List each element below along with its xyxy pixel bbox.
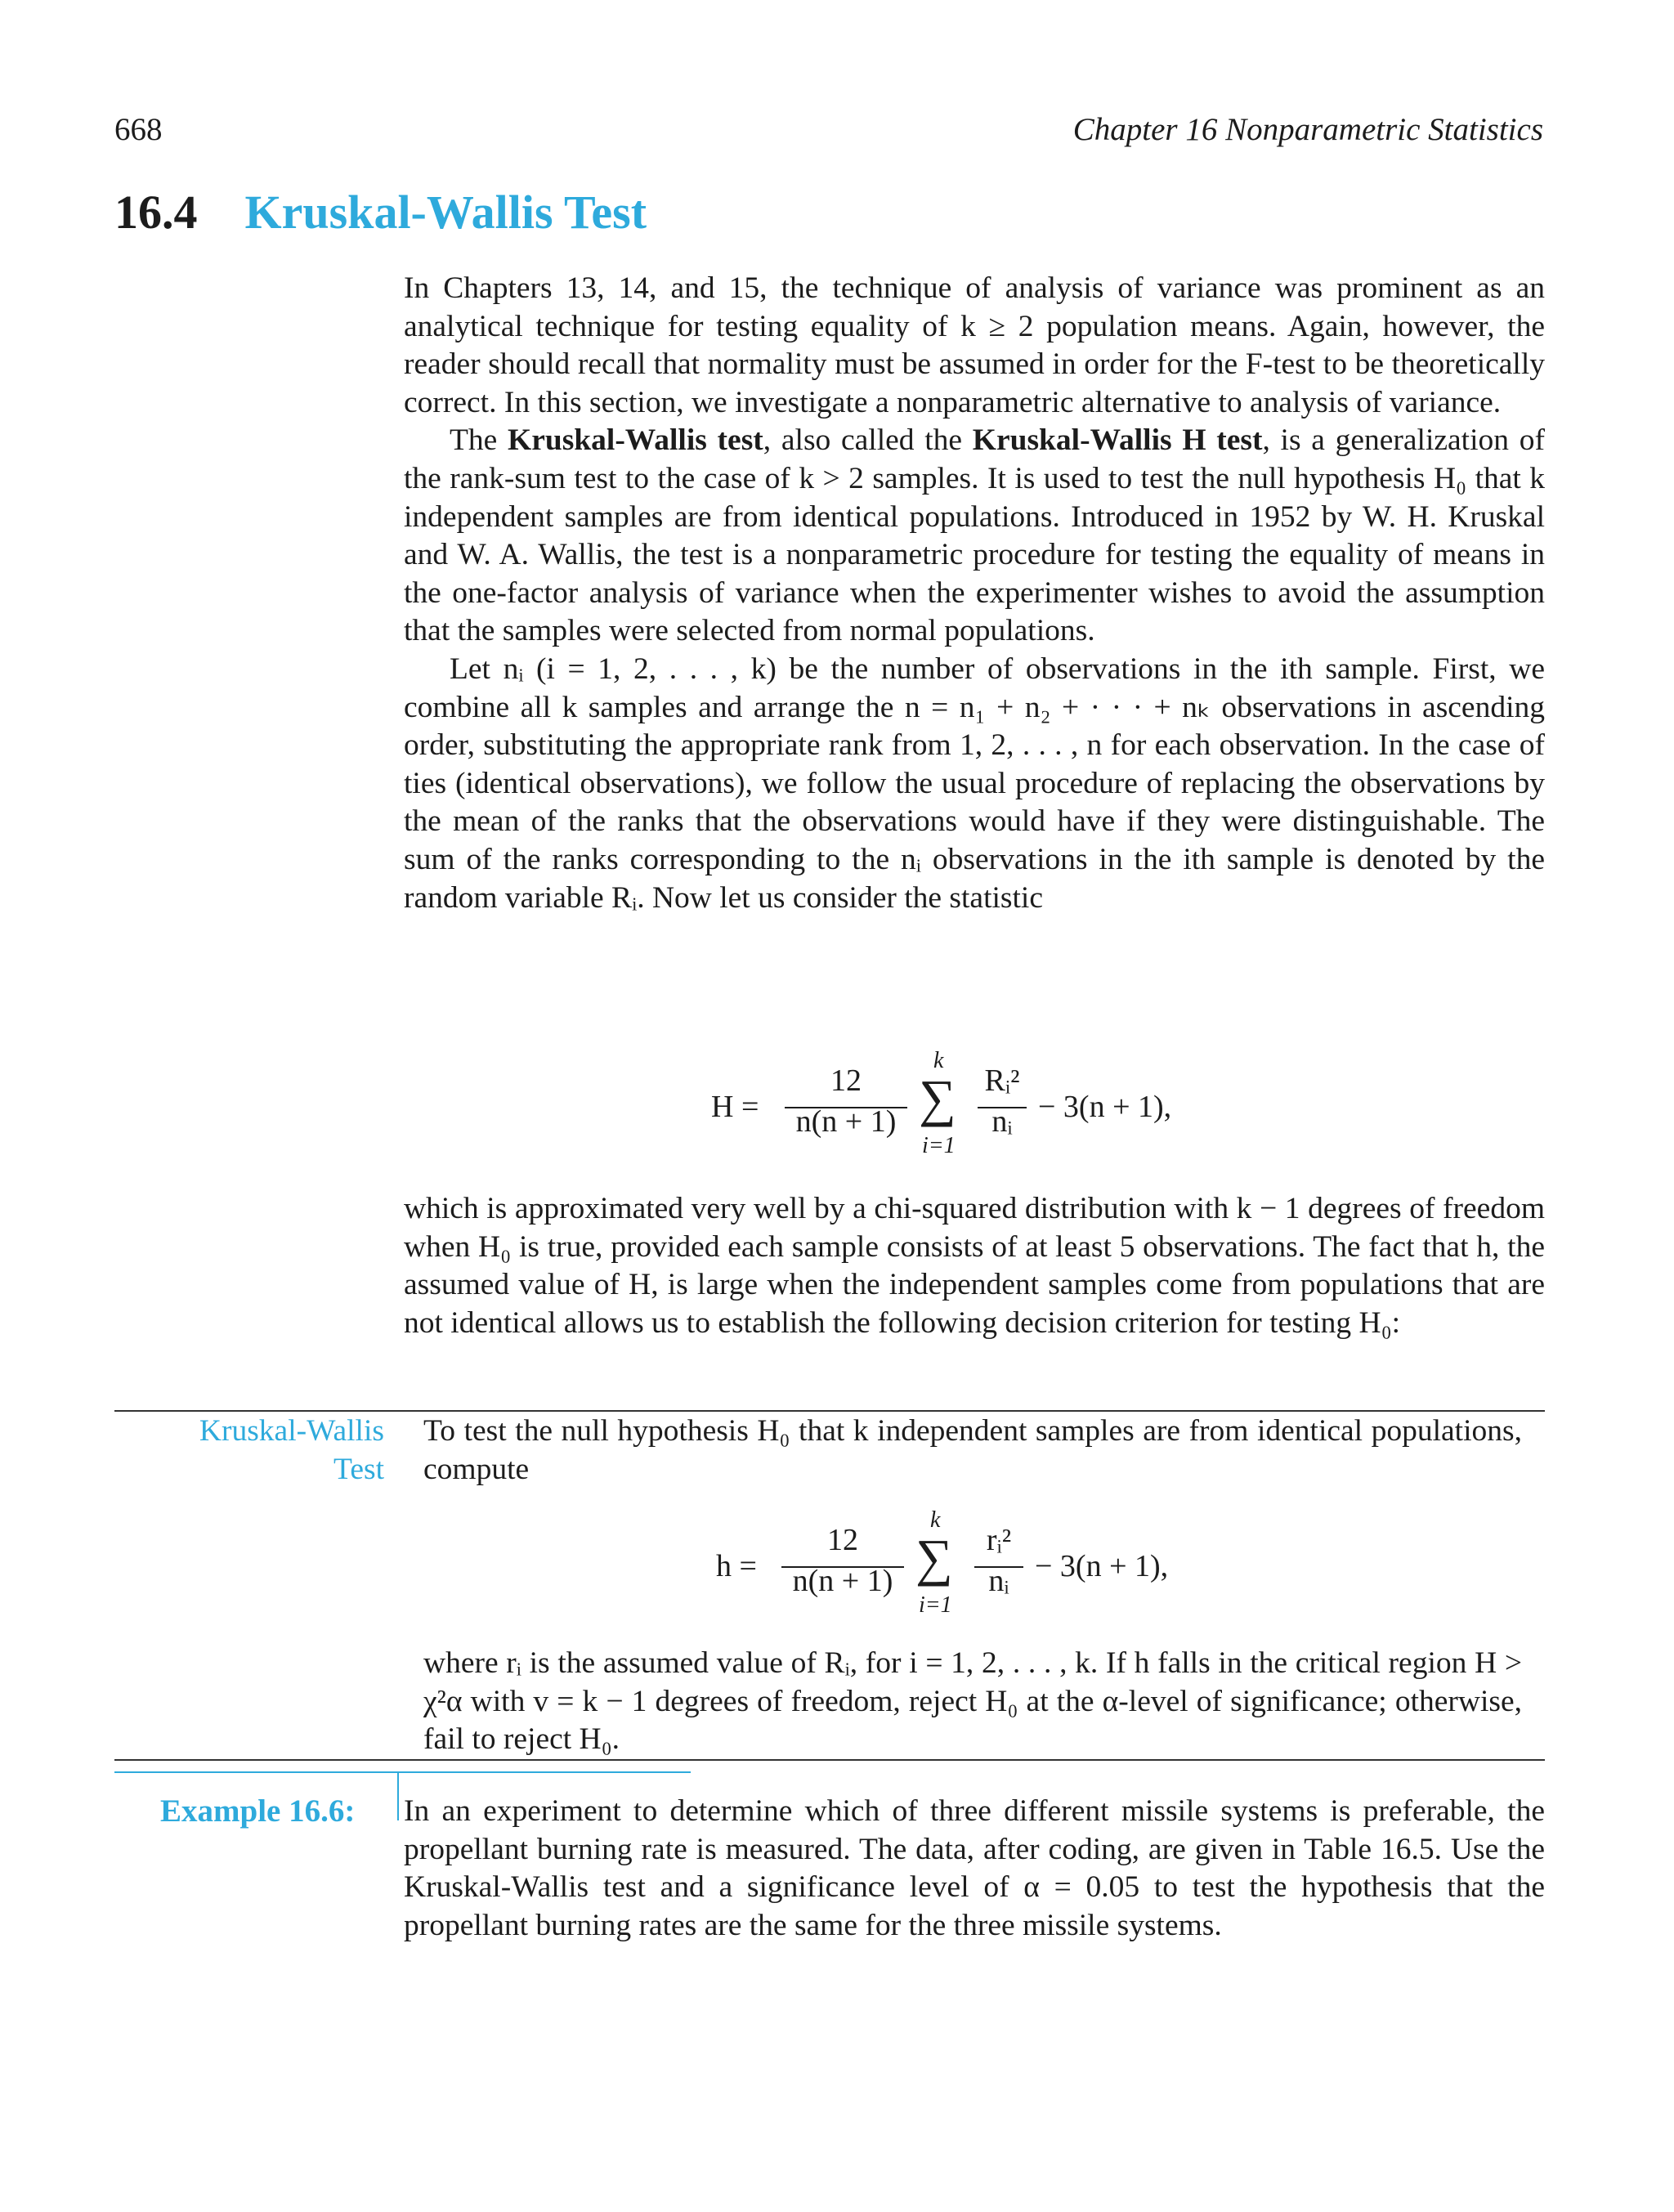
summation-symbol: ∑ — [915, 1529, 953, 1587]
sum-lower-limit: i=1 — [919, 1592, 952, 1618]
margin-note — [114, 1413, 384, 1489]
fraction-denominator: n(n + 1) — [792, 1564, 893, 1598]
sum-upper-limit: k — [933, 1048, 944, 1073]
term-kruskal-wallis-test: Kruskal-Wallis test — [508, 423, 763, 458]
example-rule — [114, 1771, 691, 1773]
section-heading — [114, 185, 647, 240]
box-intro: To test the null hypothesis H₀ that k independent samples are from identical populations, compute — [423, 1414, 1522, 1486]
equation-lhs: H = — [711, 1090, 759, 1124]
fraction-bar — [781, 1566, 904, 1568]
equation-h-observed — [716, 1507, 1206, 1637]
equation-fraction — [785, 1063, 907, 1140]
section-title: Kruskal-Wallis Test — [244, 186, 647, 239]
equation-lhs: h = — [716, 1549, 757, 1583]
example-text: In an experiment to determine which of three different missile systems is preferable, the propellant burning rate is measured. The data, after coding, are given in Table 16.5. Use the Kruskal-Wallis test and a significance level of α = 0.05 to test the hypothesis that the propellant burning rates are the same for the three missile systems. — [404, 1794, 1545, 1942]
term-denominator: nᵢ — [988, 1564, 1009, 1598]
example-label: Example 16.6: — [160, 1793, 356, 1829]
fraction-numerator: 12 — [827, 1523, 858, 1557]
paragraph-1: In Chapters 13, 14, and 15, the technique of analysis of variance was prominent as an analytical technique for testing equality of k ≥ 2 population means. Again, however, the reader should recall that normality must be assumed in order for the F-test to be theoretically correct. In this section, we investigate a nonparametric alternative to analysis of variance. — [404, 271, 1545, 419]
paragraph-4: which is approximated very well by a chi-squared distribution with k − 1 degrees of freedom when H₀ is true, provided each sample consists of at least 5 observations. The fact that h, the assumed value of H, is large when the independent samples come from populations that are not identical allows us to establish the following decision criterion for testing H₀: — [404, 1192, 1545, 1340]
term-numerator: rᵢ² — [986, 1523, 1012, 1557]
intro-text — [404, 270, 1545, 917]
chapter-title: Chapter 16 Nonparametric Statistics — [1072, 112, 1543, 147]
page-number: 668 — [114, 112, 163, 147]
sum-upper-limit: k — [930, 1507, 941, 1533]
term-numerator: Rᵢ² — [984, 1063, 1020, 1098]
paragraph-3: Let nᵢ (i = 1, 2, . . . , k) be the number of observations in the ith sample. First, we combine all k samples and arrange the n = n₁ + n₂ + · · · + nₖ observations in ascending order, substituting the appropriate rank from 1, 2, . . . , n for each observation. In the case of ties (identical observations), we follow the usual procedure of replacing the observations by the mean of the ranks that the observations would have if they were distinguishable. The sum of the ranks corresponding to the nᵢ observations in the ith sample is denoted by the random variable Rᵢ. Now let us consider the statistic — [404, 652, 1545, 915]
box-conclusion: where rᵢ is the assumed value of Rᵢ, for i = 1, 2, . . . , k. If h falls in the critical region H > χ²α with v = k − 1 degrees of freedom, reject H₀ at the α-level of significance; otherwise, fail to reject H₀. — [423, 1646, 1522, 1757]
equation-h-statistic — [711, 1048, 1202, 1177]
term-fraction — [974, 1522, 1023, 1599]
fraction-bar — [785, 1107, 907, 1108]
term-fraction — [978, 1063, 1027, 1140]
fraction-numerator: 12 — [830, 1063, 862, 1098]
box-bottom-rule — [114, 1759, 1545, 1761]
paragraph-2: The Kruskal-Wallis test, also called the Kruskal-Wallis H test, is a generalization of the rank-sum test to the case of k > 2 samples. It is used to test the null hypothesis H₀ that k independent samples are from identical populations. Introduced in 1952 by W. H. Kruskal and W. A. Wallis, the test is a nonparametric procedure for testing the equality of means in the one-factor analysis of variance when the experimenter wishes to avoid the assumption that the samples were selected from normal populations. — [404, 423, 1545, 648]
equation-tail: − 3(n + 1), — [1035, 1549, 1169, 1583]
box-top-rule — [114, 1410, 1545, 1412]
section-number: 16.4 — [114, 186, 198, 239]
fraction-denominator: n(n + 1) — [795, 1104, 897, 1139]
margin-note-line-1: Kruskal-Wallis — [199, 1414, 384, 1448]
summation-symbol: ∑ — [919, 1069, 956, 1127]
equation-fraction — [781, 1522, 904, 1599]
term-kruskal-wallis-h-test: Kruskal-Wallis H test — [972, 423, 1263, 458]
term-denominator: nᵢ — [991, 1104, 1013, 1139]
equation-tail: − 3(n + 1), — [1038, 1090, 1172, 1124]
margin-note-line-2: Test — [333, 1452, 384, 1486]
sum-lower-limit: i=1 — [922, 1133, 956, 1158]
running-header — [114, 111, 1543, 152]
example-bar — [397, 1771, 399, 1820]
